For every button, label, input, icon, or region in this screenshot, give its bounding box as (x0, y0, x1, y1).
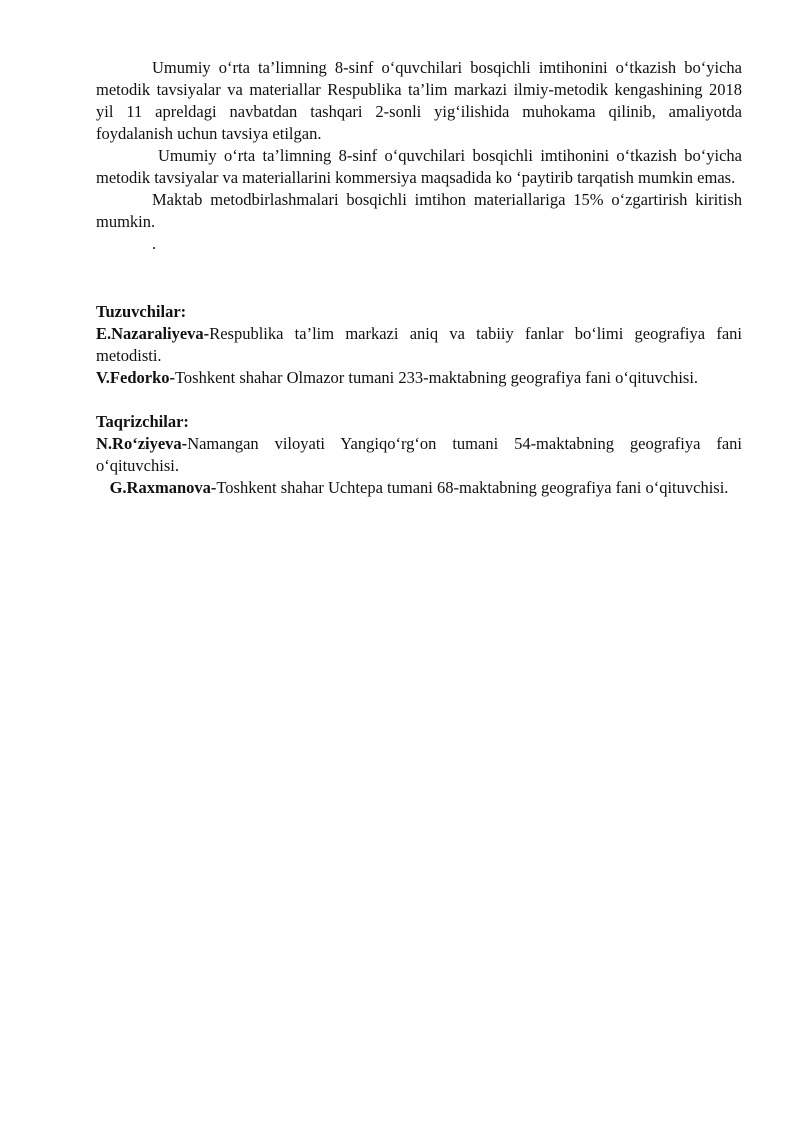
compiler-description: Respublika ta’lim markazi aniq va tabiiy fanlar bo‘limi geografiya fani metodisti. (96, 324, 742, 365)
compilers-heading: Tuzuvchilar: (96, 302, 187, 321)
compiler-name: E.Nazaraliyeva- (96, 324, 210, 343)
compiler-entry (96, 367, 742, 389)
document-page (96, 57, 742, 499)
reviewers-heading: Taqrizchilar: (96, 412, 189, 431)
section-spacer (96, 255, 742, 301)
reviewer-description: Namangan viloyati Yangiqo‘rg‘on tumani 54-maktabning geografiya fani o‘qituvchisi. (96, 434, 742, 475)
intro-paragraph-changes: Maktab metodbirlashmalari bosqichli imtihon materiallariga 15% o‘zgartirish kiritish mumkin. (96, 190, 742, 231)
compiler-entry (96, 323, 742, 367)
stray-dot: . (152, 234, 157, 253)
reviewer-entry (96, 433, 742, 477)
compiler-description: Toshkent shahar Olmazor tumani 233-maktabning geografiya fani o‘qituvchisi. (175, 368, 699, 387)
reviewer-description: Toshkent shahar Uchtepa tumani 68-maktabning geografiya fani o‘qituvchisi. (216, 478, 729, 497)
section-spacer (96, 389, 742, 411)
intro-paragraph-copyright: Umumiy o‘rta ta’limning 8-sinf o‘quvchilari bosqichli imtihonini o‘tkazish bo‘yicha metodik tavsiyalar va materiallarini kommersiya maqsadida ko ‘paytirib tarqatish mumkin emas. (96, 146, 742, 187)
reviewer-name: G.Raxmanova- (109, 478, 217, 497)
compiler-name: V.Fedorko- (96, 368, 175, 387)
intro-paragraph-approval: Umumiy o‘rta ta’limning 8-sinf o‘quvchilari bosqichli imtihonini o‘tkazish bo‘yicha metodik tavsiyalar va materiallar Respublika ta’lim markazi ilmiy-metodik kengashining 2018 yil 11 apreldagi navbatdan tashqari 2-sonli yig‘ilishida muhokama qilinib, amaliyotda foydalanish uchun tavsiya etilgan. (96, 58, 742, 143)
reviewer-entry (96, 477, 742, 499)
reviewer-name: N.Ro‘ziyeva- (96, 434, 188, 453)
